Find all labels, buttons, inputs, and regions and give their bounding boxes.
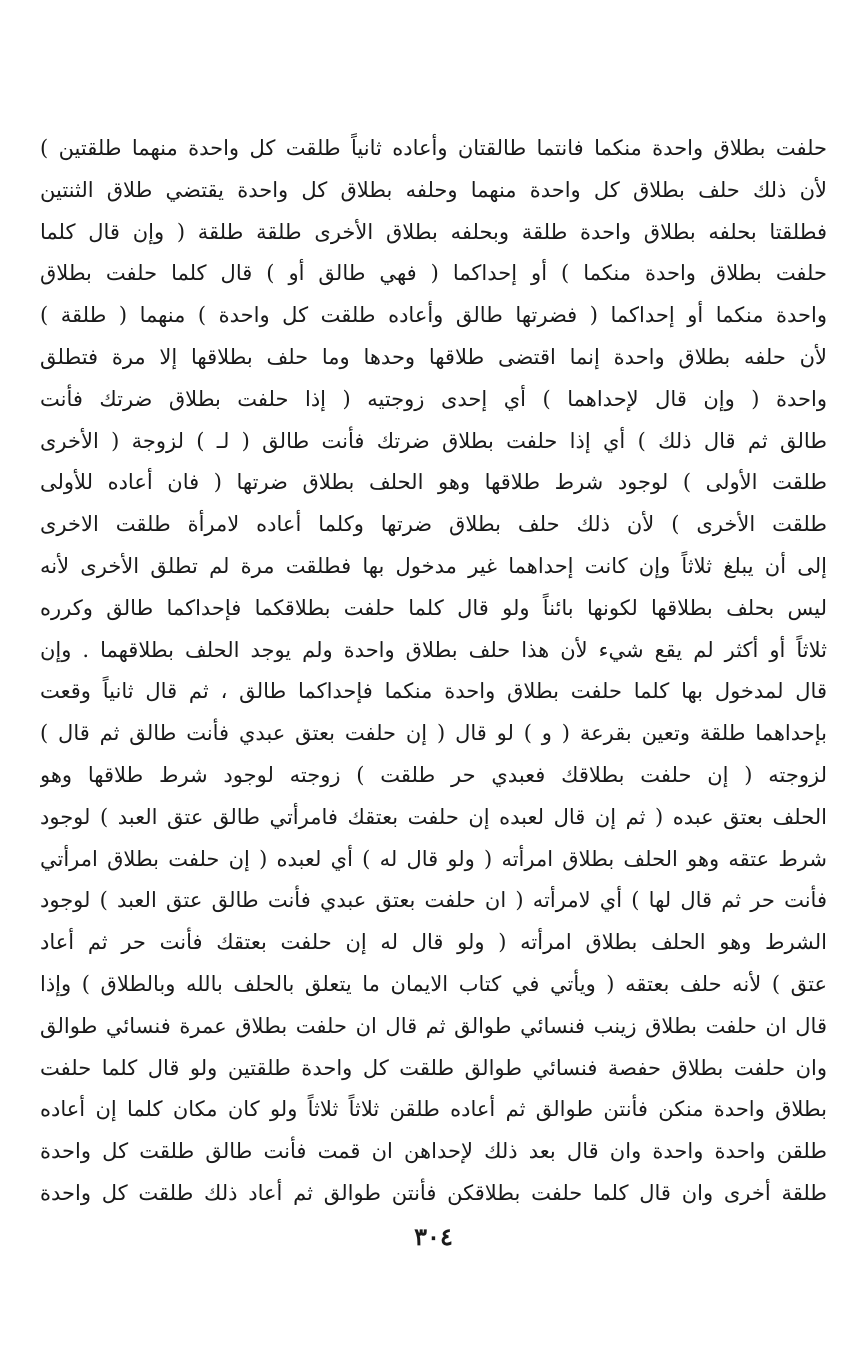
text-line: عتق ) لأنه حلف بعتقه ( ويأتي في كتاب الايمان ما يتعلق بالحلف بالله وبالطلاق ) وإذا <box>40 971 827 996</box>
text-line: طلقن واحدة واحدة وان قال بعد ذلك لإحداهن ان قمت فأنت طالق طلقت كل واحدة <box>40 1139 827 1164</box>
text-line: طلقة أخرى وان قال كلما حلفت بطلاقكن فأنتن طوالق ثم أعاد ذلك طلقت كل واحدة <box>40 1180 827 1205</box>
page-number: ٣٠٤ <box>414 1222 453 1251</box>
text-line: حلفت بطلاق واحدة منكما فانتما طالقتان وأعاده ثانياً طلقت كل واحدة منهما طلقتين ) <box>40 136 827 160</box>
text-line: واحدة ( وإن قال لإحداهما ) أي إحدى زوجتيه ( إذا حلفت بطلاق ضرتك فأنت <box>40 386 827 411</box>
text-line: الشرط وهو الحلف بطلاق امرأته ( ولو قال له إن حلفت بعتقك فأنت حر ثم أعاد <box>40 930 827 955</box>
text-line: واحدة منكما أو إحداكما ( فضرتها طالق وأعاده طلقت كل واحدة ) منهما ( طلقة ) <box>40 303 827 328</box>
text-line: حلفت بطلاق واحدة منكما ) أو إحداكما ( فهي طالق أو ) قال كلما حلفت بطلاق <box>40 261 827 286</box>
text-line: طلقت الأخرى ) لأن ذلك حلف بطلاق ضرتها وكلما أعاده لامرأة طلقت الاخرى <box>40 512 827 537</box>
text-line: شرط عتقه وهو الحلف بطلاق امرأته ( ولو قال له ) أي لعبده ( إن حلفت بطلاق امرأتي <box>40 846 827 871</box>
text-line: بطلاق واحدة منكن فأنتن طوالق ثم أعاده طلقن ثلاثاً ثلاثاً ولو كان مكان كلما إن أعاده <box>40 1097 827 1122</box>
text-line: ليس بحلف بطلاقها لكونها بائناً ولو قال كلما حلفت بطلاقكما فإحداكما طالق وكرره <box>40 595 827 620</box>
text-line: لأن حلفه بطلاق واحدة إنما اقتضى طلاقها وحدها وما حلف بطلاقها إلا مرة فتطلق <box>40 344 827 369</box>
text-line: طالق ثم قال ذلك ) أي إذا حلفت بطلاق ضرتك فأنت طالق ( لـ ) لزوجة ( الأخرى <box>40 428 827 453</box>
text-line: فأنت حر ثم قال لها ) أي لامرأته ( ان حلفت بعتق عبدي فأنت طالق عتق العبد ) لوجود <box>40 888 827 913</box>
text-line: فطلقتا بحلفه بطلاق واحدة طلقة وبحلفه بطلاق الأخرى طلقة طلقة ( وإن قال كلما <box>40 219 827 244</box>
text-line: ثلاثاً أو أكثر لم يقع شيء لأن هذا حلف بطلاق واحدة ولم يوجد الحلف بطلاقهما . وإن <box>40 637 827 662</box>
text-line: بإحداهما طلقة وتعين بقرعة ( و ) لو قال ( إن حلفت بعتق عبدي فأنت طالق ثم قال ) <box>40 721 827 746</box>
text-line: إلى أن يبلغ ثلاثاً وإن كانت إحداهما غير مدخول بها فطلقت مرة لم تطلق الأخرى لأنه <box>40 553 827 578</box>
text-line: قال ان حلفت بطلاق زينب فنسائي طوالق ثم قال ان حلفت بطلاق عمرة فنسائي طوالق <box>40 1013 827 1038</box>
text-line: قال لمدخول بها كلما حلفت بطلاق واحدة منكما فإحداكما طالق ، ثم قال ثانياً وقعت <box>40 679 827 704</box>
text-line: لأن ذلك حلف بطلاق كل واحدة منهما وحلفه بطلاق كل واحدة يقتضي طلاق الثنتين <box>40 177 827 202</box>
text-line: وان حلفت بطلاق حفصة فنسائي طوالق طلقت كل واحدة طلقتين ولو قال كلما حلفت <box>40 1055 827 1080</box>
body-text <box>40 128 827 1215</box>
text-line: لزوجته ( إن حلفت بطلاقك فعبدي حر طلقت ) زوجته لوجود شرط طلاقها وهو <box>40 762 827 787</box>
text-line: طلقت الأولى ) لوجود شرط طلاقها وهو الحلف بطلاق ضرتها ( فان أعاده للأولى <box>40 470 827 495</box>
text-line: الحلف بعتق عبده ( ثم إن قال لعبده إن حلفت بعتقك فامرأتي طالق عتق العبد ) لوجود <box>40 804 827 829</box>
